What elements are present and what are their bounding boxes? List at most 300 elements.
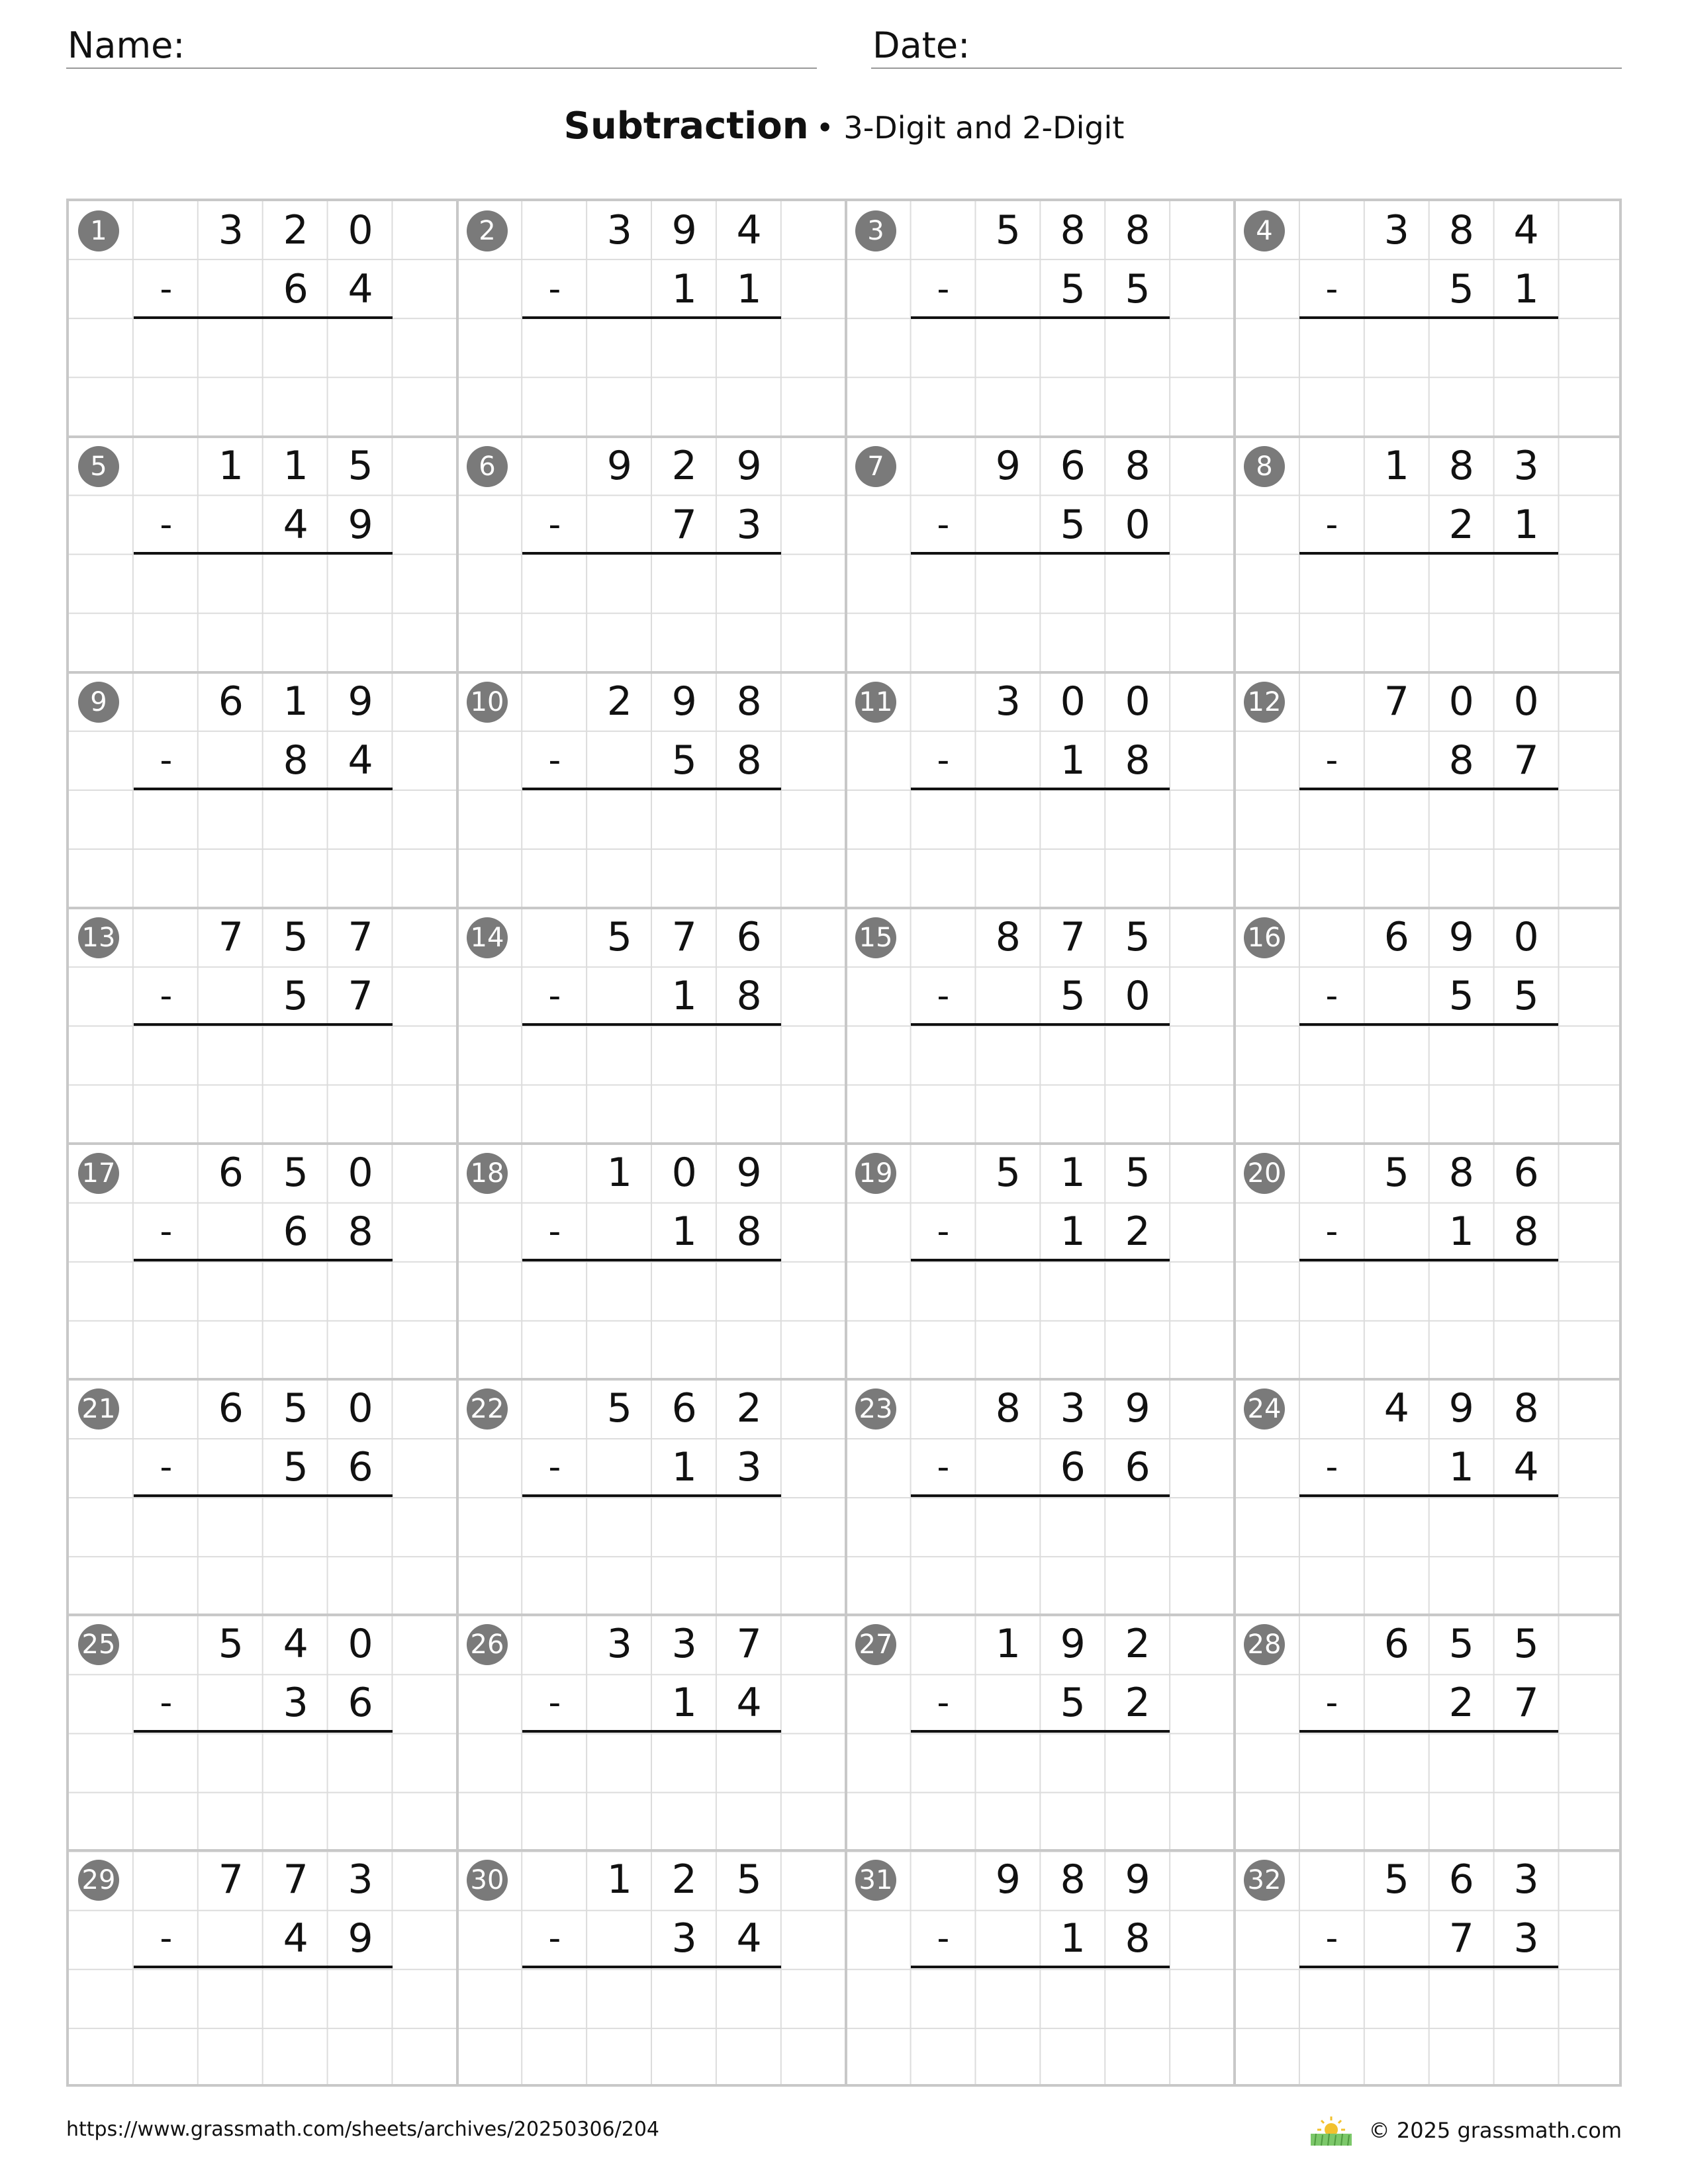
minuend-digit: 6 [736, 914, 762, 960]
minus-sign: - [1325, 1683, 1338, 1723]
subtrahend-digit: 6 [1125, 1444, 1150, 1491]
problem-7 [846, 437, 1235, 672]
problem-27 [846, 1615, 1235, 1850]
minus-sign: - [937, 1447, 950, 1488]
problem-24 [1235, 1379, 1623, 1615]
minuend-digit: 3 [1383, 207, 1409, 253]
subtrahend-digit: 1 [1060, 1208, 1086, 1255]
subtrahend-digit: 1 [671, 1680, 697, 1727]
answer-line [134, 788, 393, 790]
problem-32 [1235, 1850, 1623, 2086]
answer-line [1299, 316, 1559, 319]
minus-sign: - [937, 1212, 950, 1252]
minuend-digit: 9 [1448, 1385, 1474, 1432]
minuend-digit: 6 [1448, 1856, 1474, 1903]
minuend-digit: 1 [283, 678, 308, 725]
answer-line [134, 1730, 393, 1733]
subtrahend-digit: 3 [1513, 1915, 1539, 1962]
worksheet-title [0, 105, 1688, 148]
minuend-digit: 6 [1383, 914, 1409, 960]
minuend-digit: 2 [1125, 1621, 1150, 1667]
answer-line [134, 1259, 393, 1261]
problem-19 [846, 1144, 1235, 1379]
subtrahend-digit: 1 [671, 1444, 697, 1491]
subtrahend-digit: 1 [671, 973, 697, 1020]
problem-number-badge: 15 [855, 917, 896, 958]
minuend-digit: 5 [995, 1150, 1021, 1196]
problem-number-badge: 26 [467, 1624, 508, 1665]
subtrahend-digit: 8 [1125, 737, 1150, 784]
problem-number-badge: 20 [1244, 1153, 1285, 1194]
minuend-digit: 0 [348, 1150, 373, 1196]
problem-1 [69, 201, 457, 437]
subtrahend-digit: 4 [736, 1680, 762, 1727]
minuend-digit: 8 [1448, 1150, 1474, 1196]
minus-sign: - [1325, 269, 1338, 310]
subtrahend-digit: 7 [671, 502, 697, 549]
answer-line [522, 316, 782, 319]
problem-12 [1235, 672, 1623, 908]
minuend-digit: 0 [671, 1150, 697, 1196]
problem-number-badge: 27 [855, 1624, 896, 1665]
minuend-digit: 3 [348, 1856, 373, 1903]
minuend-digit: 6 [1060, 443, 1086, 489]
minuend-digit: 6 [1513, 1150, 1539, 1196]
answer-line [911, 1730, 1170, 1733]
problem-16 [1235, 908, 1623, 1144]
minus-sign: - [548, 269, 561, 310]
answer-line [1299, 788, 1559, 790]
minuend-digit: 6 [218, 1150, 244, 1196]
minuend-digit: 5 [1383, 1856, 1409, 1903]
minuend-digit: 8 [1060, 207, 1086, 253]
minus-sign: - [937, 1683, 950, 1723]
minuend-digit: 1 [1060, 1150, 1086, 1196]
title-main: Subtraction [563, 105, 809, 148]
answer-line [1299, 1023, 1559, 1026]
minuend-digit: 3 [1513, 443, 1539, 489]
minuend-digit: 6 [218, 1385, 244, 1432]
minus-sign: - [548, 741, 561, 781]
minuend-digit: 0 [348, 1385, 373, 1432]
problem-number-badge: 9 [78, 682, 119, 723]
minuend-digit: 2 [671, 1856, 697, 1903]
subtrahend-digit: 3 [671, 1915, 697, 1962]
problem-number-badge: 7 [855, 446, 896, 487]
answer-line [911, 316, 1170, 319]
subtrahend-digit: 3 [736, 1444, 762, 1491]
minuend-digit: 7 [736, 1621, 762, 1667]
subtrahend-digit: 1 [671, 266, 697, 313]
problem-21 [69, 1379, 457, 1615]
minuend-digit: 5 [606, 1385, 632, 1432]
subtrahend-digit: 1 [736, 266, 762, 313]
subtrahend-digit: 5 [283, 973, 308, 1020]
minuend-digit: 9 [1125, 1856, 1150, 1903]
problem-10 [457, 672, 846, 908]
problem-number-badge: 31 [855, 1860, 896, 1901]
answer-line [522, 552, 782, 555]
answer-line [1299, 1966, 1559, 1968]
subtrahend-digit: 4 [1513, 1444, 1539, 1491]
minuend-digit: 9 [995, 1856, 1021, 1903]
problem-13 [69, 908, 457, 1144]
problem-number-badge: 14 [467, 917, 508, 958]
minuend-digit: 5 [1448, 1621, 1474, 1667]
problem-3 [846, 201, 1235, 437]
minus-sign: - [1325, 1212, 1338, 1252]
minuend-digit: 1 [1383, 443, 1409, 489]
minus-sign: - [1325, 1919, 1338, 1959]
minuend-digit: 7 [218, 1856, 244, 1903]
minuend-digit: 9 [1060, 1621, 1086, 1667]
minuend-digit: 7 [283, 1856, 308, 1903]
problem-number-badge: 16 [1244, 917, 1285, 958]
subtrahend-digit: 0 [1125, 973, 1150, 1020]
minuend-digit: 7 [1383, 678, 1409, 725]
answer-line [911, 1023, 1170, 1026]
minuend-digit: 7 [1060, 914, 1086, 960]
problem-number-badge: 10 [467, 682, 508, 723]
minuend-digit: 8 [1125, 207, 1150, 253]
minuend-digit: 9 [995, 443, 1021, 489]
answer-line [911, 1966, 1170, 1968]
problem-number-badge: 3 [855, 210, 896, 251]
subtrahend-digit: 2 [1448, 1680, 1474, 1727]
minuend-digit: 1 [218, 443, 244, 489]
subtrahend-digit: 5 [671, 737, 697, 784]
subtrahend-digit: 5 [1060, 266, 1086, 313]
subtrahend-digit: 7 [1513, 1680, 1539, 1727]
minus-sign: - [1325, 741, 1338, 781]
answer-line [911, 1259, 1170, 1261]
minus-sign: - [160, 1919, 173, 1959]
minuend-digit: 4 [283, 1621, 308, 1667]
minuend-digit: 0 [1125, 678, 1150, 725]
subtrahend-digit: 8 [348, 1208, 373, 1255]
minuend-digit: 7 [218, 914, 244, 960]
minus-sign: - [937, 1919, 950, 1959]
minuend-digit: 8 [736, 678, 762, 725]
minus-sign: - [548, 1212, 561, 1252]
minuend-digit: 3 [995, 678, 1021, 725]
subtrahend-digit: 3 [283, 1680, 308, 1727]
subtrahend-digit: 1 [1060, 737, 1086, 784]
subtrahend-digit: 5 [1513, 973, 1539, 1020]
minuend-digit: 5 [1513, 1621, 1539, 1667]
minuend-digit: 8 [1125, 443, 1150, 489]
minuend-digit: 1 [606, 1150, 632, 1196]
subtrahend-digit: 6 [348, 1680, 373, 1727]
minus-sign: - [160, 976, 173, 1017]
minuend-digit: 3 [671, 1621, 697, 1667]
problem-number-badge: 17 [78, 1153, 119, 1194]
minus-sign: - [160, 505, 173, 545]
subtrahend-digit: 8 [736, 737, 762, 784]
minuend-digit: 2 [736, 1385, 762, 1432]
problem-number-badge: 12 [1244, 682, 1285, 723]
minuend-digit: 3 [606, 207, 632, 253]
minuend-digit: 2 [671, 443, 697, 489]
minus-sign: - [937, 269, 950, 310]
subtrahend-digit: 8 [1125, 1915, 1150, 1962]
answer-line [134, 1966, 393, 1968]
minuend-digit: 5 [283, 1150, 308, 1196]
answer-line [522, 1259, 782, 1261]
problem-14 [457, 908, 846, 1144]
minus-sign: - [548, 1683, 561, 1723]
problem-number-badge: 23 [855, 1388, 896, 1430]
problem-number-badge: 29 [78, 1860, 119, 1901]
problem-number-badge: 28 [1244, 1624, 1285, 1665]
subtrahend-digit: 4 [283, 1915, 308, 1962]
minus-sign: - [1325, 505, 1338, 545]
subtrahend-digit: 2 [1125, 1208, 1150, 1255]
minuend-digit: 8 [995, 914, 1021, 960]
minus-sign: - [548, 1447, 561, 1488]
answer-line [1299, 552, 1559, 555]
minuend-digit: 6 [218, 678, 244, 725]
minus-sign: - [937, 505, 950, 545]
minuend-digit: 9 [1448, 914, 1474, 960]
problem-18 [457, 1144, 846, 1379]
problem-29 [69, 1850, 457, 2086]
minuend-digit: 0 [1060, 678, 1086, 725]
subtrahend-digit: 8 [736, 1208, 762, 1255]
answer-line [134, 1023, 393, 1026]
date-label: Date: [872, 24, 970, 66]
minus-sign: - [160, 1683, 173, 1723]
minuend-digit: 3 [218, 207, 244, 253]
subtrahend-digit: 1 [671, 1208, 697, 1255]
problem-26 [457, 1615, 846, 1850]
answer-line [522, 1730, 782, 1733]
subtrahend-digit: 7 [1448, 1915, 1474, 1962]
minuend-digit: 5 [1125, 914, 1150, 960]
problem-number-badge: 21 [78, 1388, 119, 1430]
problem-2 [457, 201, 846, 437]
problem-number-badge: 6 [467, 446, 508, 487]
problem-number-badge: 8 [1244, 446, 1285, 487]
minuend-digit: 0 [1448, 678, 1474, 725]
problem-number-badge: 22 [467, 1388, 508, 1430]
minuend-digit: 3 [1513, 1856, 1539, 1903]
subtrahend-digit: 8 [1448, 737, 1474, 784]
answer-line [134, 552, 393, 555]
minus-sign: - [937, 741, 950, 781]
date-field[interactable] [871, 20, 1622, 69]
answer-line [1299, 1494, 1559, 1497]
minuend-digit: 1 [606, 1856, 632, 1903]
subtrahend-digit: 1 [1448, 1444, 1474, 1491]
footer-brand [1308, 2114, 1622, 2147]
minuend-digit: 9 [736, 1150, 762, 1196]
problem-9 [69, 672, 457, 908]
minuend-digit: 8 [1448, 443, 1474, 489]
subtrahend-digit: 1 [1513, 502, 1539, 549]
subtrahend-digit: 3 [736, 502, 762, 549]
subtrahend-digit: 1 [1513, 266, 1539, 313]
subtrahend-digit: 8 [283, 737, 308, 784]
minus-sign: - [548, 505, 561, 545]
minuend-digit: 9 [606, 443, 632, 489]
minuend-digit: 0 [1513, 914, 1539, 960]
subtrahend-digit: 7 [1513, 737, 1539, 784]
subtrahend-digit: 5 [1448, 973, 1474, 1020]
minuend-digit: 9 [736, 443, 762, 489]
minus-sign: - [1325, 1447, 1338, 1488]
minuend-digit: 9 [348, 678, 373, 725]
subtrahend-digit: 6 [283, 1208, 308, 1255]
answer-line [911, 788, 1170, 790]
subtrahend-digit: 1 [1060, 1915, 1086, 1962]
problem-11 [846, 672, 1235, 908]
answer-line [522, 1494, 782, 1497]
subtrahend-digit: 5 [283, 1444, 308, 1491]
minuend-digit: 5 [283, 914, 308, 960]
minuend-digit: 5 [995, 207, 1021, 253]
minuend-digit: 9 [671, 207, 697, 253]
problem-number-badge: 13 [78, 917, 119, 958]
answer-line [911, 552, 1170, 555]
answer-line [522, 788, 782, 790]
subtrahend-digit: 9 [348, 502, 373, 549]
minuend-digit: 1 [995, 1621, 1021, 1667]
problem-23 [846, 1379, 1235, 1615]
minuend-digit: 7 [348, 914, 373, 960]
answer-line [522, 1966, 782, 1968]
minuend-digit: 0 [348, 207, 373, 253]
problem-6 [457, 437, 846, 672]
minuend-digit: 3 [1060, 1385, 1086, 1432]
problem-31 [846, 1850, 1235, 2086]
problem-5 [69, 437, 457, 672]
problem-20 [1235, 1144, 1623, 1379]
minuend-digit: 0 [1513, 678, 1539, 725]
answer-line [134, 1494, 393, 1497]
subtrahend-digit: 9 [348, 1915, 373, 1962]
minuend-digit: 1 [283, 443, 308, 489]
minuend-digit: 5 [736, 1856, 762, 1903]
problem-8 [1235, 437, 1623, 672]
subtrahend-digit: 6 [348, 1444, 373, 1491]
minuend-digit: 2 [606, 678, 632, 725]
problem-number-badge: 30 [467, 1860, 508, 1901]
name-field[interactable] [66, 20, 817, 69]
problem-number-badge: 11 [855, 682, 896, 723]
minuend-digit: 5 [218, 1621, 244, 1667]
subtrahend-digit: 5 [1448, 266, 1474, 313]
minuend-digit: 9 [1125, 1385, 1150, 1432]
problem-number-badge: 19 [855, 1153, 896, 1194]
subtrahend-digit: 1 [1448, 1208, 1474, 1255]
minus-sign: - [160, 741, 173, 781]
subtrahend-digit: 7 [348, 973, 373, 1020]
minuend-digit: 6 [671, 1385, 697, 1432]
subtrahend-digit: 5 [1060, 1680, 1086, 1727]
minus-sign: - [548, 1919, 561, 1959]
problem-number-badge: 4 [1244, 210, 1285, 251]
subtrahend-digit: 0 [1125, 502, 1150, 549]
problem-15 [846, 908, 1235, 1144]
minuend-digit: 0 [348, 1621, 373, 1667]
subtrahend-digit: 4 [348, 737, 373, 784]
problem-number-badge: 18 [467, 1153, 508, 1194]
answer-line [1299, 1730, 1559, 1733]
minuend-digit: 4 [1383, 1385, 1409, 1432]
problem-22 [457, 1379, 846, 1615]
minuend-digit: 9 [671, 678, 697, 725]
problem-17 [69, 1144, 457, 1379]
problem-number-badge: 1 [78, 210, 119, 251]
minus-sign: - [1325, 976, 1338, 1017]
subtrahend-digit: 8 [736, 973, 762, 1020]
minuend-digit: 2 [283, 207, 308, 253]
minuend-digit: 5 [348, 443, 373, 489]
answer-line [522, 1023, 782, 1026]
problem-number-badge: 24 [1244, 1388, 1285, 1430]
minus-sign: - [548, 976, 561, 1017]
problem-number-badge: 32 [1244, 1860, 1285, 1901]
answer-line [911, 1494, 1170, 1497]
minuend-digit: 3 [606, 1621, 632, 1667]
subtrahend-digit: 2 [1125, 1680, 1150, 1727]
subtrahend-digit: 4 [283, 502, 308, 549]
minuend-digit: 5 [283, 1385, 308, 1432]
problem-25 [69, 1615, 457, 1850]
problem-number-badge: 25 [78, 1624, 119, 1665]
subtrahend-digit: 8 [1513, 1208, 1539, 1255]
minuend-digit: 5 [1125, 1150, 1150, 1196]
subtrahend-digit: 4 [348, 266, 373, 313]
minuend-digit: 8 [1513, 1385, 1539, 1432]
subtrahend-digit: 4 [736, 1915, 762, 1962]
subtrahend-digit: 6 [283, 266, 308, 313]
subtrahend-digit: 5 [1060, 973, 1086, 1020]
subtrahend-digit: 5 [1125, 266, 1150, 313]
subtrahend-digit: 6 [1060, 1444, 1086, 1491]
problem-4 [1235, 201, 1623, 437]
title-subtitle: • 3-Digit and 2-Digit [816, 110, 1125, 146]
minuend-digit: 5 [1383, 1150, 1409, 1196]
problem-number-badge: 2 [467, 210, 508, 251]
answer-line [1299, 1259, 1559, 1261]
minus-sign: - [160, 269, 173, 310]
footer-copyright: © 2025 grassmath.com [1368, 2118, 1622, 2143]
minus-sign: - [160, 1212, 173, 1252]
minus-sign: - [160, 1447, 173, 1488]
problem-30 [457, 1850, 846, 2086]
minus-sign: - [937, 976, 950, 1017]
problem-28 [1235, 1615, 1623, 1850]
answer-line [134, 316, 393, 319]
footer-url: https://www.grassmath.com/sheets/archives/20250306/204 [66, 2118, 660, 2141]
subtrahend-digit: 2 [1448, 502, 1474, 549]
problem-grid [66, 199, 1622, 2087]
minuend-digit: 4 [736, 207, 762, 253]
minuend-digit: 6 [1383, 1621, 1409, 1667]
grass-sun-logo-icon [1308, 2114, 1354, 2147]
problem-number-badge: 5 [78, 446, 119, 487]
minuend-digit: 8 [995, 1385, 1021, 1432]
subtrahend-digit: 5 [1060, 502, 1086, 549]
minuend-digit: 8 [1448, 207, 1474, 253]
name-label: Name: [68, 24, 185, 66]
minuend-digit: 7 [671, 914, 697, 960]
minuend-digit: 5 [606, 914, 632, 960]
minuend-digit: 4 [1513, 207, 1539, 253]
minuend-digit: 8 [1060, 1856, 1086, 1903]
